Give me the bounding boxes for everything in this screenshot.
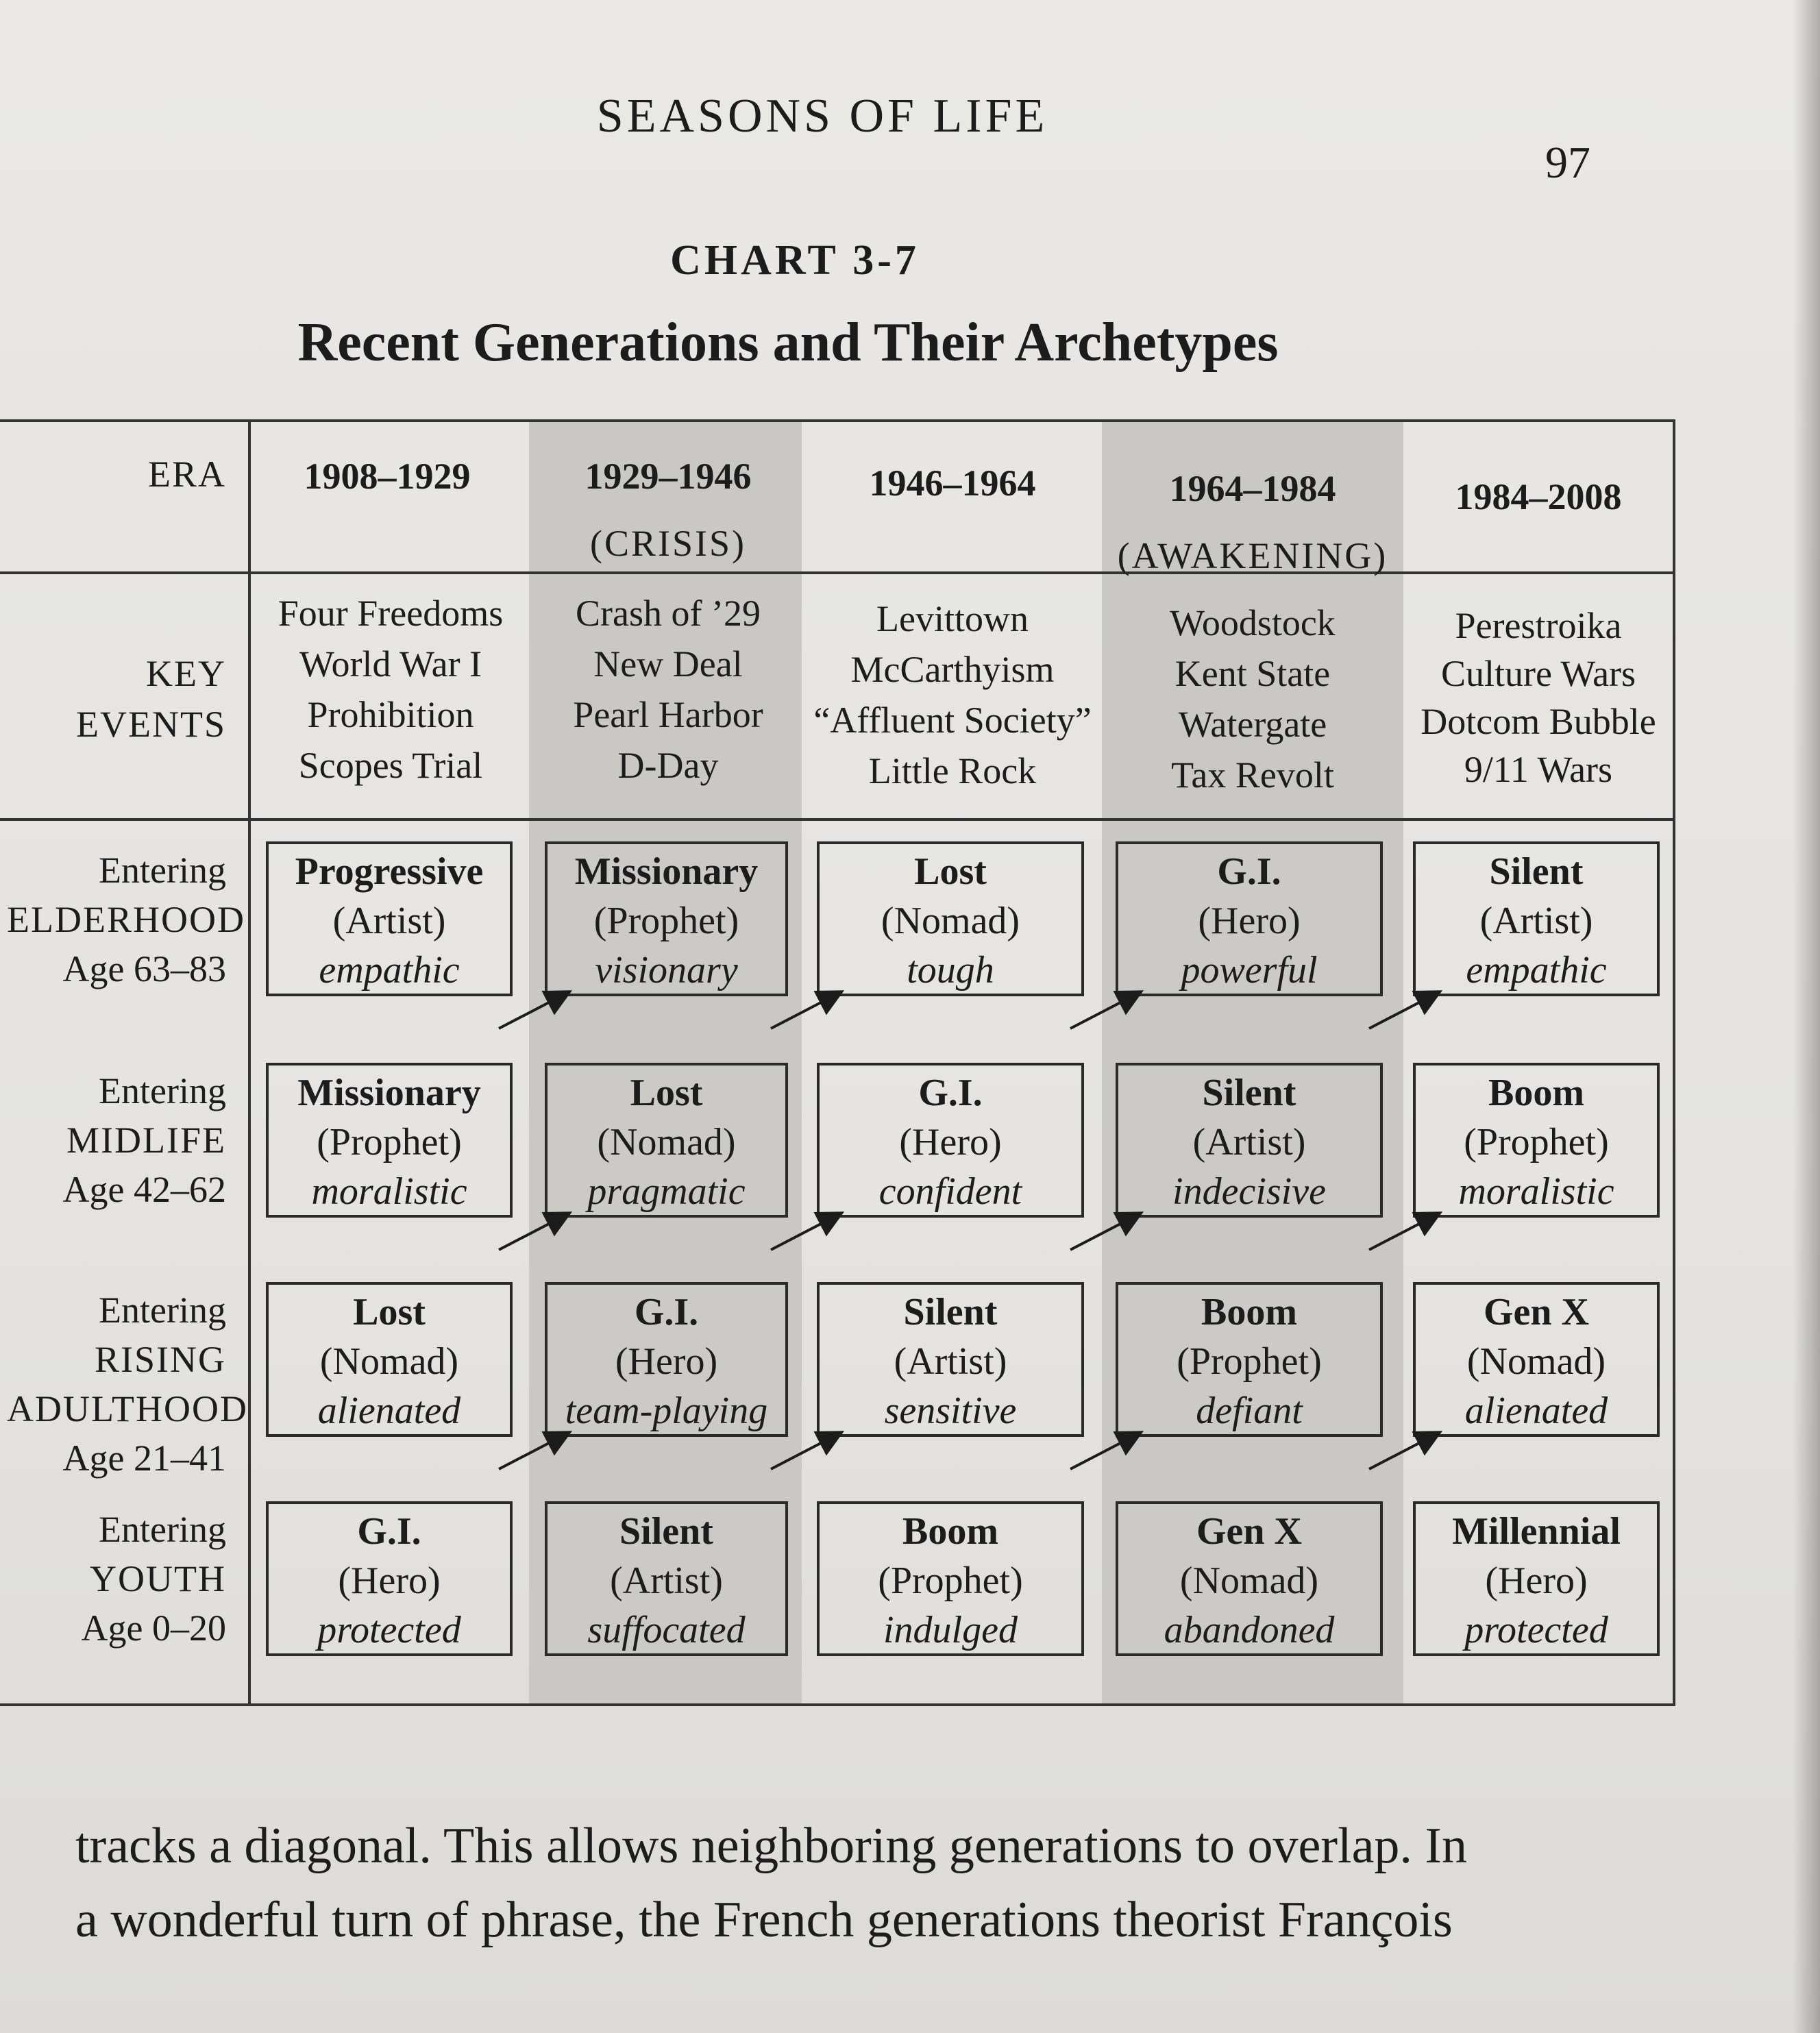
generation-name: Progressive [295,850,484,893]
trait: indecisive [1172,1170,1326,1213]
archetype: (Hero) [899,1121,1002,1163]
event: D-Day [617,745,719,786]
trait: suffocated [587,1609,746,1651]
aging-arrow [1070,1214,1139,1250]
generation-name: G.I. [634,1291,699,1333]
event: Levittown [876,598,1029,639]
trait: tough [907,949,994,991]
archetype: (Nomad) [1179,1560,1319,1602]
generation-name: Missionary [297,1072,481,1114]
event: 9/11 Wars [1464,749,1613,790]
stage-ages: Age 0–20 [81,1607,226,1649]
stage-ages: Age 21–41 [62,1438,226,1479]
key-events-label-line-2: EVENTS [76,704,226,745]
body-line: tracks a diagonal. This allows neighboring generations to overlap. In [75,1818,1468,1874]
stage-ages: Age 63–83 [62,948,226,989]
stage-name-2: ADULTHOOD [7,1388,248,1429]
chart-number: CHART 3-7 [670,237,920,284]
key-events-label-line-1: KEY [146,653,226,694]
archetype: (Nomad) [597,1121,736,1163]
generation-name: Missionary [574,850,759,893]
event: Kent State [1175,653,1331,694]
aging-arrow [1369,993,1438,1028]
trait: sensitive [884,1390,1017,1432]
generation-name: Silent [1202,1072,1296,1114]
event: Scopes Trial [298,745,483,786]
era-years: 1946–1964 [869,463,1036,504]
archetype: (Artist) [1192,1121,1306,1163]
trait: team-playing [565,1390,768,1432]
archetype: (Artist) [332,900,446,942]
generation-name: Gen X [1196,1510,1302,1553]
generation-name: Lost [914,850,987,893]
trait: protected [1464,1609,1608,1651]
aging-arrow [771,993,839,1028]
trait: powerful [1181,949,1318,991]
aging-arrow [1369,1433,1438,1469]
archetype: (Nomad) [881,900,1020,942]
event: Culture Wars [1440,653,1636,694]
stage-name: ELDERHOOD [7,899,245,940]
generation-name: G.I. [918,1072,983,1114]
trait: abandoned [1164,1609,1335,1651]
generation-name: Gen X [1484,1291,1589,1333]
trait: alienated [1464,1390,1608,1432]
aging-arrow [499,1214,567,1250]
generation-name: Boom [902,1510,998,1553]
body-line: a wonderful turn of phrase, the French generations theorist François [75,1892,1453,1948]
aging-arrow [499,1433,567,1469]
generation-name: Silent [903,1291,998,1333]
trait: protected [317,1609,461,1651]
archetype: (Prophet) [317,1121,462,1163]
archetype: (Prophet) [878,1560,1023,1602]
body-paragraph [75,1809,1597,1957]
archetype: (Hero) [615,1340,718,1383]
event: Woodstock [1170,602,1336,643]
aging-arrow [1369,1214,1438,1250]
stage-ages: Age 42–62 [62,1169,226,1210]
archetype: (Artist) [610,1560,723,1602]
archetype: (Hero) [338,1560,441,1602]
stage-name: MIDLIFE [66,1120,226,1161]
event: “Affluent Society” [813,700,1092,741]
era-years: 1964–1984 [1169,468,1336,509]
running-head: SEASONS OF LIFE [596,90,1048,143]
page-number: 97 [1545,138,1590,188]
stage-name: RISING [94,1339,226,1380]
diagonal-arrows [0,422,1675,1703]
event: Prohibition [307,694,474,735]
era-years: 1908–1929 [304,456,471,497]
stage-prefix: Entering [99,1290,226,1331]
stage-prefix: Entering [99,1509,226,1550]
stage-name: YOUTH [90,1558,226,1599]
archetype: (Nomad) [319,1340,459,1383]
generation-name: Millennial [1452,1510,1621,1553]
event: Four Freedoms [278,593,504,634]
archetype: (Nomad) [1466,1340,1606,1383]
trait: pragmatic [587,1170,746,1213]
era-row-label: ERA [148,454,226,495]
trait: moralistic [311,1170,467,1213]
trait: alienated [317,1390,461,1432]
era-turning: (AWAKENING) [1117,535,1388,576]
book-spine-shadow [1793,0,1820,2033]
archetype: (Hero) [1485,1560,1588,1602]
generation-name: Boom [1488,1072,1584,1114]
trait: indulged [883,1609,1018,1651]
archetype: (Prophet) [593,900,739,942]
aging-arrow [499,993,567,1028]
trait: empathic [319,949,460,991]
stage-prefix: Entering [99,850,226,891]
archetype: (Artist) [1479,900,1593,942]
event: New Deal [593,643,743,685]
era-years: 1929–1946 [585,456,752,497]
archetype: (Hero) [1198,900,1301,942]
event: Tax Revolt [1171,754,1334,796]
archetype: (Prophet) [1177,1340,1322,1383]
event: World War I [299,643,482,685]
stage-prefix: Entering [99,1070,226,1111]
generation-name: G.I. [357,1510,421,1553]
aging-arrow [1070,993,1139,1028]
trait: confident [878,1170,1022,1213]
aging-arrow [771,1433,839,1469]
event: Perestroika [1455,605,1622,646]
era-turning: (CRISIS) [589,523,747,564]
event: Dotcom Bubble [1421,701,1656,742]
event: McCarthyism [850,649,1055,690]
event: Crash of ’29 [576,593,761,634]
trait: moralistic [1458,1170,1614,1213]
trait: visionary [595,949,738,991]
generation-name: G.I. [1217,850,1281,893]
generation-name: Silent [619,1510,713,1553]
generation-name: Lost [353,1291,426,1333]
archetype: (Prophet) [1464,1121,1609,1163]
chart-title: Recent Generations and Their Archetypes [297,312,1279,373]
trait: empathic [1466,949,1607,991]
aging-arrow [1070,1433,1139,1469]
era-years: 1984–2008 [1455,476,1622,517]
trait: defiant [1196,1390,1303,1432]
event: Watergate [1178,704,1327,745]
generation-name: Boom [1201,1291,1297,1333]
event: Little Rock [868,750,1037,791]
aging-arrow [771,1214,839,1250]
event: Pearl Harbor [573,694,763,735]
generation-name: Silent [1489,850,1584,893]
generations-table [0,419,1675,1706]
generation-name: Lost [630,1072,703,1114]
archetype: (Artist) [894,1340,1007,1383]
